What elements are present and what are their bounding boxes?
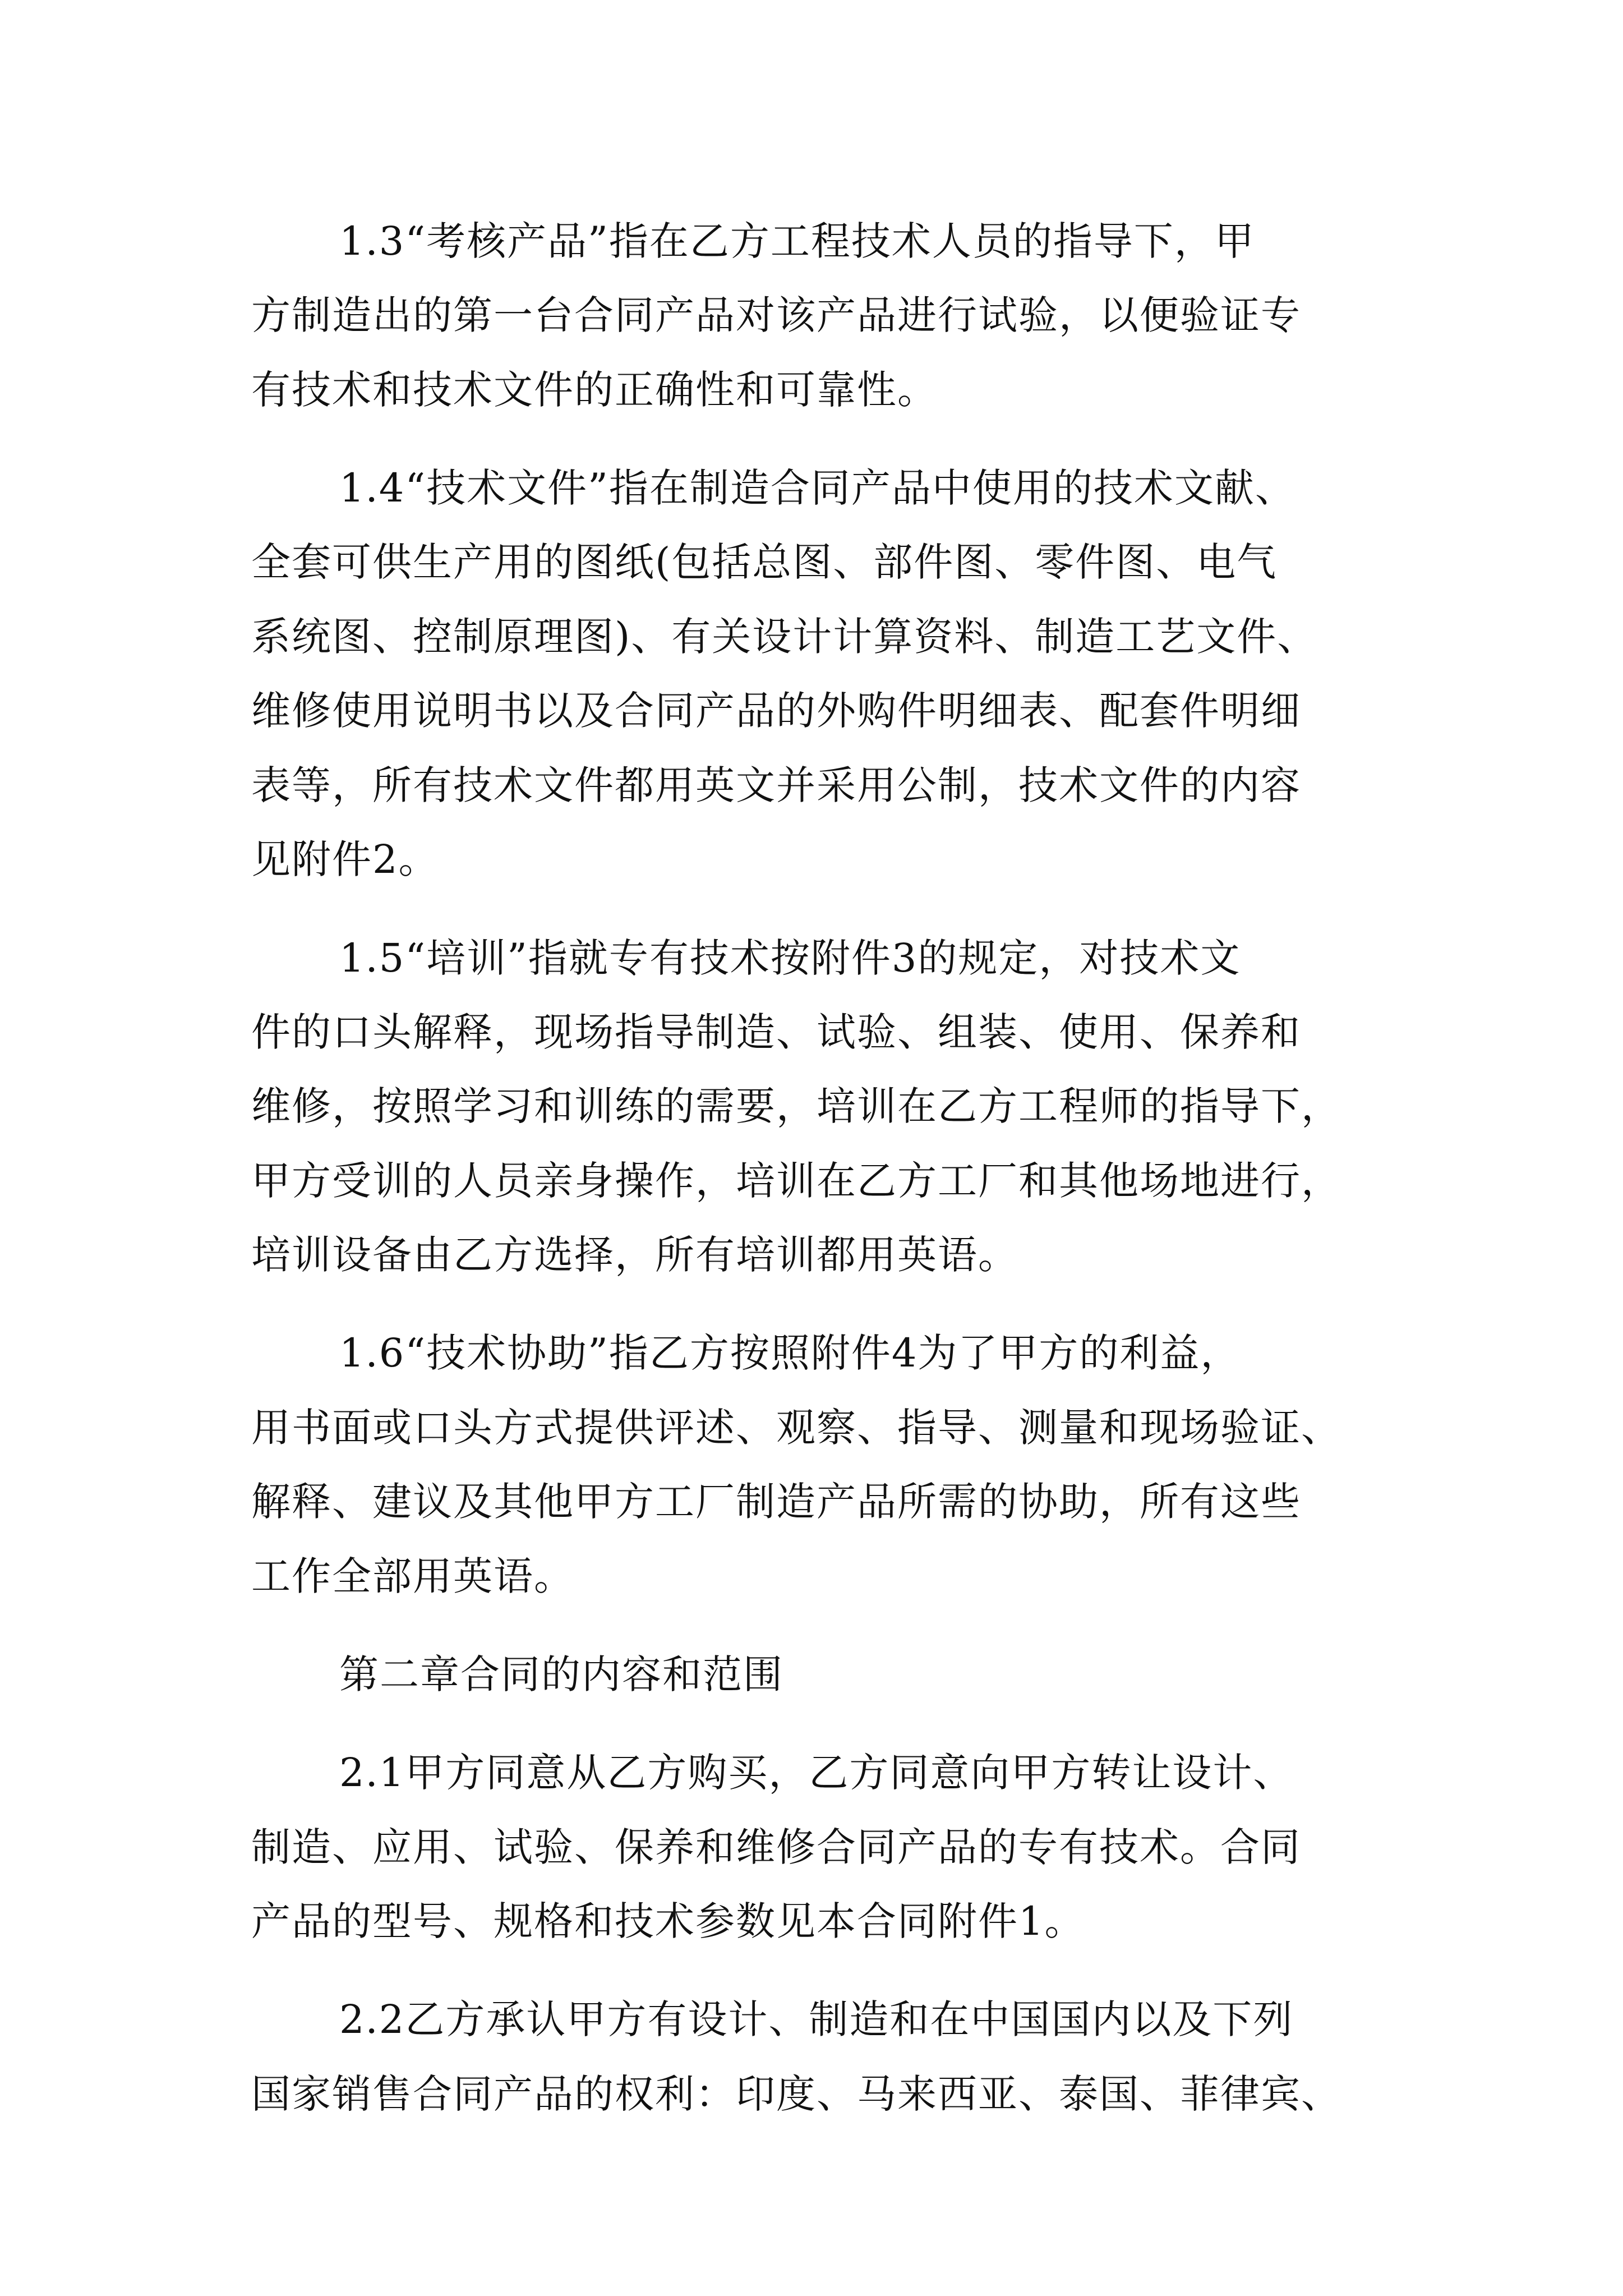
text-line: 全套可供生产用的图纸(包括总图、部件图、零件图、电气 <box>251 539 1278 585</box>
text-line: 2.2乙方承认甲方有设计、制造和在中国国内以及下列 <box>339 1996 1294 2042</box>
text-line: 国家销售合同产品的权利：印度、马来西亚、泰国、菲律宾、 <box>251 2071 1341 2117</box>
text-line: 系统图、控制原理图)、有关设计计算资料、制造工艺文件、 <box>251 614 1318 660</box>
text-line: 1.5“培训”指就专有技术按附件3的规定，对技术文 <box>339 935 1241 981</box>
text-line: 解释、建议及其他甲方工厂制造产品所需的协助，所有这些 <box>251 1479 1301 1525</box>
text-line: 2.1甲方同意从乙方购买，乙方同意向甲方转让设计、 <box>339 1750 1294 1796</box>
text-line: 用书面或口头方式提供评述、观察、指导、测量和现场验证、 <box>251 1405 1341 1451</box>
text-line: 维修使用说明书以及合同产品的外购件明细表、配套件明细 <box>251 688 1301 734</box>
text-line: 表等，所有技术文件都用英文并采用公制，技术文件的内容 <box>251 762 1301 808</box>
text-line: 甲方受训的人员亲身操作，培训在乙方工厂和其他场地进行， <box>251 1158 1341 1204</box>
text-line: 维修，按照学习和训练的需要，培训在乙方工程师的指导下， <box>251 1083 1341 1129</box>
section-heading: 第二章合同的内容和范围 <box>339 1651 783 1697</box>
text-line: 培训设备由乙方选择，所有培训都用英语。 <box>251 1232 1018 1278</box>
text-line: 见附件2。 <box>251 836 439 882</box>
text-line: 制造、应用、试验、保养和维修合同产品的专有技术。合同 <box>251 1824 1301 1870</box>
text-line: 有技术和技术文件的正确性和可靠性。 <box>251 367 938 413</box>
text-line: 工作全部用英语。 <box>251 1553 574 1599</box>
text-line: 方制造出的第一台合同产品对该产品进行试验，以便验证专 <box>251 292 1301 338</box>
text-line: 产品的型号、规格和技术参数见本合同附件1。 <box>251 1898 1085 1944</box>
text-line: 件的口头解释，现场指导制造、试验、组装、使用、保养和 <box>251 1009 1301 1055</box>
text-line: 1.4“技术文件”指在制造合同产品中使用的技术文献、 <box>339 465 1295 511</box>
text-line: 1.6“技术协助”指乙方按照附件4为了甲方的利益， <box>339 1330 1241 1376</box>
text-line: 1.3“考核产品”指在乙方工程技术人员的指导下，甲 <box>339 218 1255 264</box>
